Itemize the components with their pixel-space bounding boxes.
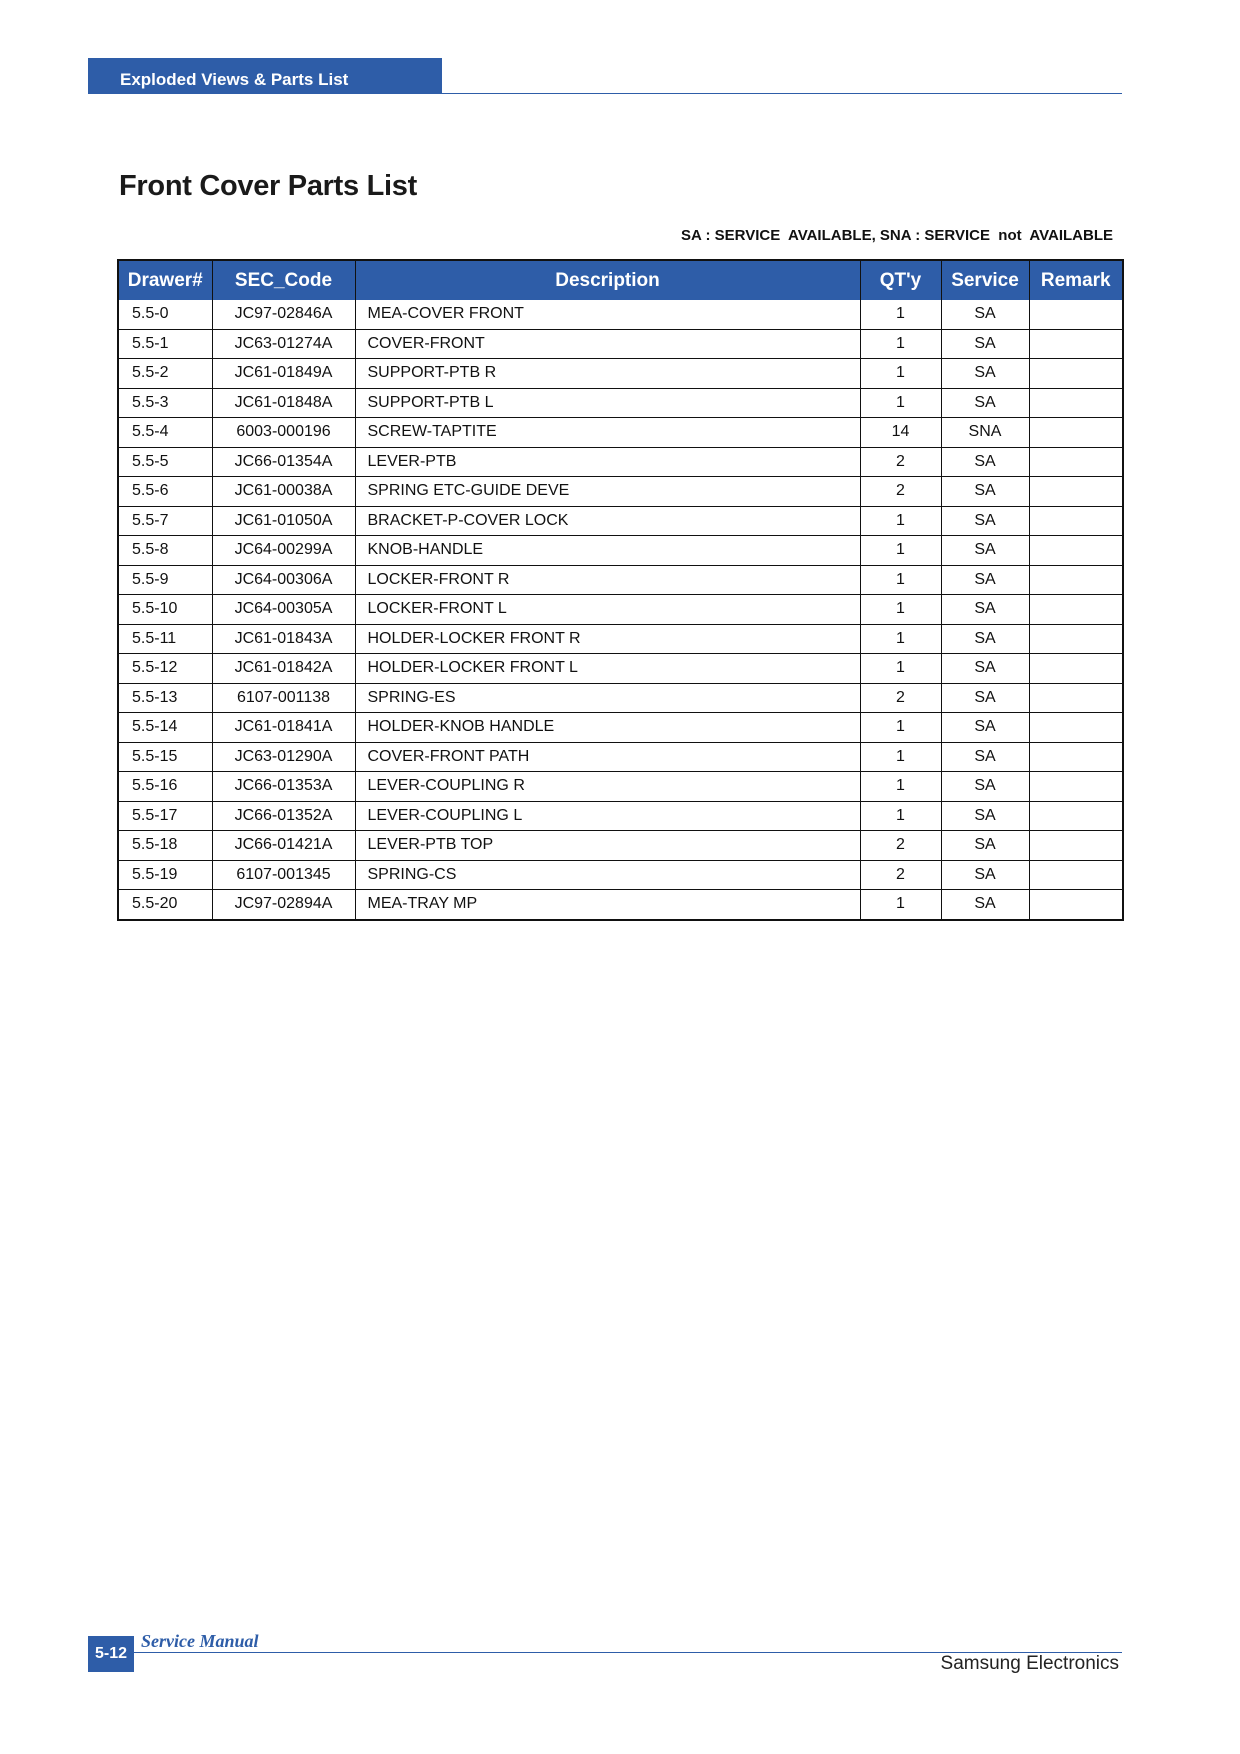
sec-code-cell: 6107-001138 (212, 683, 355, 713)
header-rule (88, 93, 1122, 94)
service-cell: SA (941, 890, 1029, 920)
description-cell: SUPPORT-PTB R (355, 359, 860, 389)
sec-code-cell: JC61-01842A (212, 654, 355, 684)
description-cell: BRACKET-P-COVER LOCK (355, 506, 860, 536)
remark-cell (1029, 418, 1123, 448)
qty-cell: 2 (860, 447, 941, 477)
table-row (118, 506, 1123, 536)
table-header-row (118, 260, 1123, 300)
description-cell: MEA-TRAY MP (355, 890, 860, 920)
description-cell: LOCKER-FRONT L (355, 595, 860, 625)
qty-cell: 1 (860, 890, 941, 920)
description-cell: COVER-FRONT PATH (355, 742, 860, 772)
column-header-remark: Remark (1029, 260, 1123, 300)
sec-code-cell: JC66-01352A (212, 801, 355, 831)
drawer-cell: 5.5-0 (118, 300, 212, 329)
description-cell: MEA-COVER FRONT (355, 300, 860, 329)
qty-cell: 2 (860, 831, 941, 861)
table-row (118, 536, 1123, 566)
remark-cell (1029, 595, 1123, 625)
table-row (118, 713, 1123, 743)
qty-cell: 2 (860, 860, 941, 890)
drawer-cell: 5.5-3 (118, 388, 212, 418)
description-cell: LEVER-COUPLING L (355, 801, 860, 831)
sec-code-cell: JC97-02894A (212, 890, 355, 920)
description-cell: LEVER-PTB TOP (355, 831, 860, 861)
remark-cell (1029, 300, 1123, 329)
drawer-cell: 5.5-14 (118, 713, 212, 743)
drawer-cell: 5.5-15 (118, 742, 212, 772)
service-cell: SA (941, 329, 1029, 359)
parts-table-body (118, 300, 1123, 920)
sec-code-cell: JC66-01353A (212, 772, 355, 802)
table-row (118, 359, 1123, 389)
sec-code-cell: JC61-01848A (212, 388, 355, 418)
sec-code-cell: JC66-01354A (212, 447, 355, 477)
drawer-cell: 5.5-9 (118, 565, 212, 595)
table-row (118, 418, 1123, 448)
table-row (118, 890, 1123, 920)
description-cell: LEVER-COUPLING R (355, 772, 860, 802)
service-cell: SNA (941, 418, 1029, 448)
drawer-cell: 5.5-11 (118, 624, 212, 654)
remark-cell (1029, 772, 1123, 802)
service-cell: SA (941, 860, 1029, 890)
table-row (118, 860, 1123, 890)
remark-cell (1029, 742, 1123, 772)
table-row (118, 300, 1123, 329)
column-header-description: Description (355, 260, 860, 300)
description-cell: HOLDER-KNOB HANDLE (355, 713, 860, 743)
column-header-qty: QT'y (860, 260, 941, 300)
qty-cell: 1 (860, 359, 941, 389)
remark-cell (1029, 860, 1123, 890)
description-cell: SPRING ETC-GUIDE DEVE (355, 477, 860, 507)
remark-cell (1029, 831, 1123, 861)
qty-cell: 14 (860, 418, 941, 448)
remark-cell (1029, 624, 1123, 654)
parts-table (117, 259, 1124, 921)
qty-cell: 1 (860, 506, 941, 536)
page-number: 5-12 (88, 1636, 134, 1672)
column-header-drawer: Drawer# (118, 260, 212, 300)
drawer-cell: 5.5-1 (118, 329, 212, 359)
remark-cell (1029, 565, 1123, 595)
description-cell: HOLDER-LOCKER FRONT R (355, 624, 860, 654)
sec-code-cell: JC97-02846A (212, 300, 355, 329)
qty-cell: 2 (860, 683, 941, 713)
table-row (118, 683, 1123, 713)
sec-code-cell: JC66-01421A (212, 831, 355, 861)
drawer-cell: 5.5-18 (118, 831, 212, 861)
table-row (118, 388, 1123, 418)
company-name: Samsung Electronics (940, 1653, 1119, 1674)
table-row (118, 801, 1123, 831)
drawer-cell: 5.5-16 (118, 772, 212, 802)
remark-cell (1029, 536, 1123, 566)
qty-cell: 1 (860, 624, 941, 654)
table-row (118, 772, 1123, 802)
sec-code-cell: JC63-01274A (212, 329, 355, 359)
drawer-cell: 5.5-17 (118, 801, 212, 831)
description-cell: HOLDER-LOCKER FRONT L (355, 654, 860, 684)
service-cell: SA (941, 683, 1029, 713)
drawer-cell: 5.5-7 (118, 506, 212, 536)
service-legend: SA : SERVICE AVAILABLE, SNA : SERVICE not AVAILABLE (681, 227, 1113, 244)
section-header-tab (88, 58, 442, 94)
description-cell: LOCKER-FRONT R (355, 565, 860, 595)
service-cell: SA (941, 300, 1029, 329)
table-row (118, 565, 1123, 595)
drawer-cell: 5.5-6 (118, 477, 212, 507)
service-cell: SA (941, 388, 1029, 418)
service-cell: SA (941, 624, 1029, 654)
drawer-cell: 5.5-10 (118, 595, 212, 625)
sec-code-cell: JC61-01843A (212, 624, 355, 654)
qty-cell: 1 (860, 801, 941, 831)
sec-code-cell: JC61-01841A (212, 713, 355, 743)
table-row (118, 624, 1123, 654)
column-header-sec-code: SEC_Code (212, 260, 355, 300)
service-cell: SA (941, 536, 1029, 566)
sec-code-cell: JC63-01290A (212, 742, 355, 772)
remark-cell (1029, 801, 1123, 831)
sec-code-cell: JC61-01050A (212, 506, 355, 536)
qty-cell: 1 (860, 300, 941, 329)
sec-code-cell: 6003-000196 (212, 418, 355, 448)
qty-cell: 1 (860, 565, 941, 595)
service-cell: SA (941, 595, 1029, 625)
drawer-cell: 5.5-20 (118, 890, 212, 920)
service-cell: SA (941, 742, 1029, 772)
service-cell: SA (941, 713, 1029, 743)
column-header-service: Service (941, 260, 1029, 300)
sec-code-cell: 6107-001345 (212, 860, 355, 890)
service-cell: SA (941, 772, 1029, 802)
remark-cell (1029, 359, 1123, 389)
qty-cell: 2 (860, 477, 941, 507)
service-cell: SA (941, 831, 1029, 861)
section-title: Exploded Views & Parts List (120, 70, 349, 89)
remark-cell (1029, 329, 1123, 359)
drawer-cell: 5.5-8 (118, 536, 212, 566)
service-cell: SA (941, 801, 1029, 831)
service-cell: SA (941, 565, 1029, 595)
table-row (118, 595, 1123, 625)
drawer-cell: 5.5-5 (118, 447, 212, 477)
remark-cell (1029, 447, 1123, 477)
service-cell: SA (941, 447, 1029, 477)
service-cell: SA (941, 506, 1029, 536)
table-row (118, 447, 1123, 477)
remark-cell (1029, 506, 1123, 536)
service-cell: SA (941, 359, 1029, 389)
drawer-cell: 5.5-12 (118, 654, 212, 684)
qty-cell: 1 (860, 654, 941, 684)
qty-cell: 1 (860, 713, 941, 743)
table-row (118, 742, 1123, 772)
qty-cell: 1 (860, 595, 941, 625)
table-row (118, 654, 1123, 684)
drawer-cell: 5.5-13 (118, 683, 212, 713)
remark-cell (1029, 890, 1123, 920)
description-cell: KNOB-HANDLE (355, 536, 860, 566)
drawer-cell: 5.5-19 (118, 860, 212, 890)
sec-code-cell: JC64-00305A (212, 595, 355, 625)
manual-label: Service Manual (141, 1631, 259, 1651)
drawer-cell: 5.5-2 (118, 359, 212, 389)
sec-code-cell: JC61-00038A (212, 477, 355, 507)
sec-code-cell: JC64-00306A (212, 565, 355, 595)
drawer-cell: 5.5-4 (118, 418, 212, 448)
remark-cell (1029, 477, 1123, 507)
sec-code-cell: JC61-01849A (212, 359, 355, 389)
qty-cell: 1 (860, 536, 941, 566)
qty-cell: 1 (860, 388, 941, 418)
qty-cell: 1 (860, 329, 941, 359)
description-cell: SPRING-CS (355, 860, 860, 890)
sec-code-cell: JC64-00299A (212, 536, 355, 566)
description-cell: LEVER-PTB (355, 447, 860, 477)
description-cell: SCREW-TAPTITE (355, 418, 860, 448)
service-cell: SA (941, 477, 1029, 507)
service-cell: SA (941, 654, 1029, 684)
remark-cell (1029, 654, 1123, 684)
table-row (118, 329, 1123, 359)
description-cell: COVER-FRONT (355, 329, 860, 359)
remark-cell (1029, 388, 1123, 418)
remark-cell (1029, 683, 1123, 713)
table-row (118, 477, 1123, 507)
description-cell: SUPPORT-PTB L (355, 388, 860, 418)
qty-cell: 1 (860, 742, 941, 772)
qty-cell: 1 (860, 772, 941, 802)
remark-cell (1029, 713, 1123, 743)
description-cell: SPRING-ES (355, 683, 860, 713)
page-title: Front Cover Parts List (119, 170, 417, 202)
table-row (118, 831, 1123, 861)
